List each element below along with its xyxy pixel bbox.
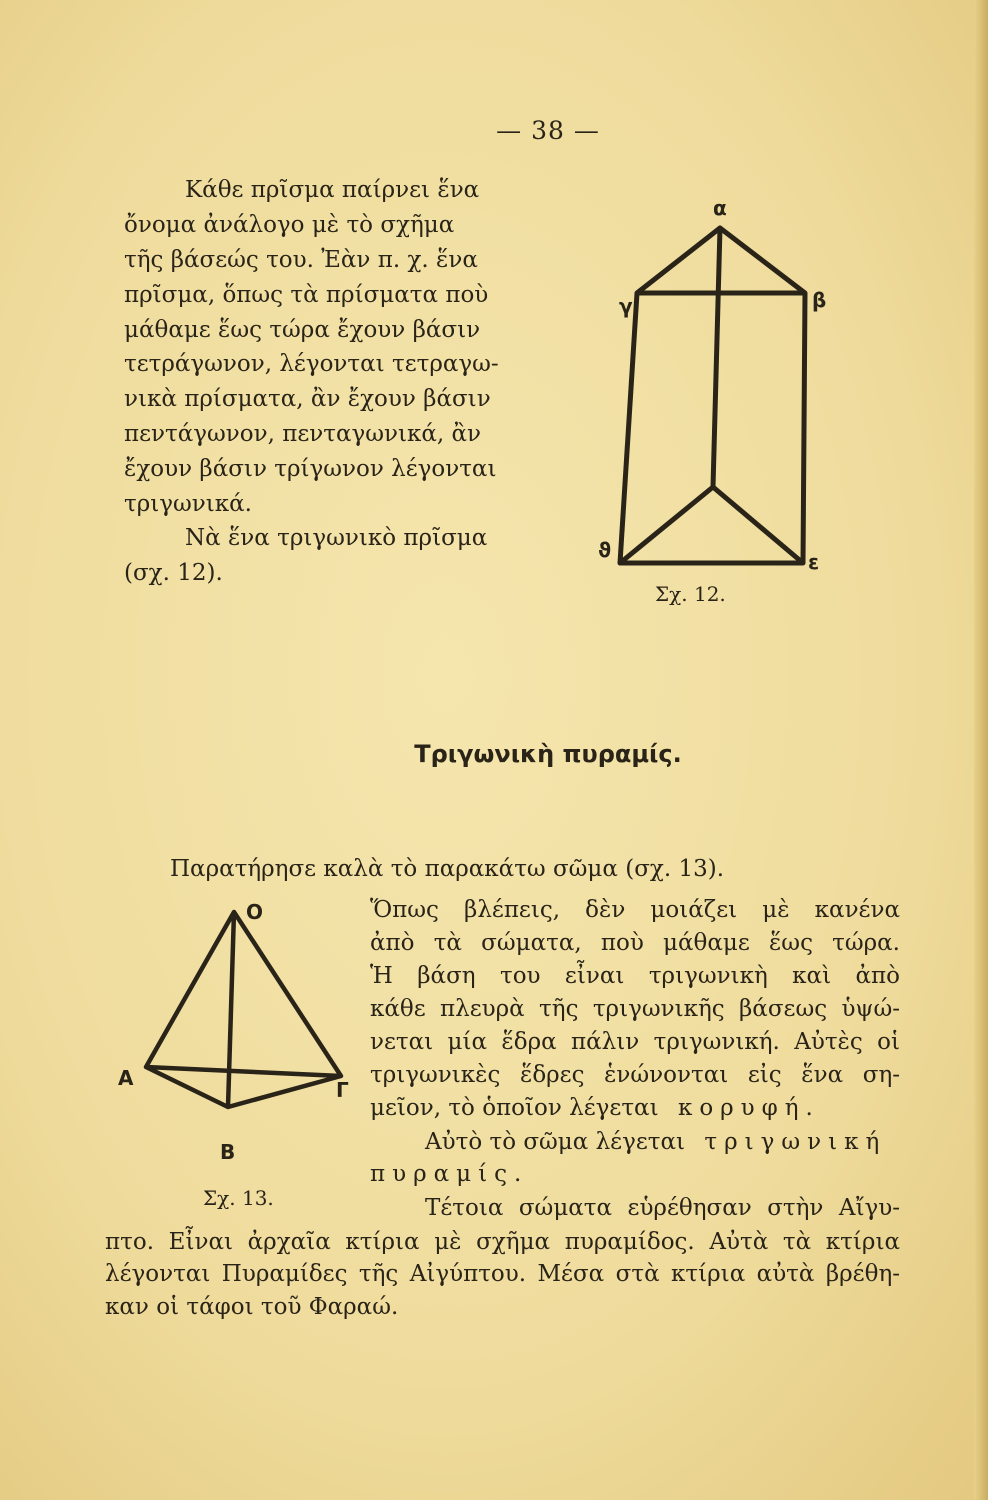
term-triangular: τριγωνική: [704, 1129, 887, 1155]
paragraph-line: ἀπὸ τὰ σώματα, ποὺ μάθαμε ἕως τώρα.: [370, 930, 900, 956]
paragraph-line: τριγωνικά.: [124, 491, 252, 517]
prism-edge-front-left: [620, 293, 637, 563]
paragraph-line: τετράγωνον, λέγονται τετραγω-: [124, 351, 499, 377]
paragraph-line: Τέτοια σώματα εὑρέθησαν στὴν Αἴγυ-: [425, 1195, 900, 1221]
paragraph-line: πτο. Εἶναι ἀρχαῖα κτίρια μὲ σχῆμα πυραμίδος. Αὐτὰ τὰ κτίρια: [105, 1229, 900, 1255]
figure-13-caption: Σχ. 13.: [203, 1186, 274, 1210]
paragraph-line: Νὰ ἕνα τριγωνικὸ πρῖσμα: [185, 525, 488, 551]
figure-13-triangular-pyramid: [110, 890, 370, 1150]
paragraph-line: Ὅπως βλέπεις, δὲν μοιάζει μὲ κανένα: [370, 897, 900, 923]
paragraph-line: νικὰ πρίσματα, ἂν ἔχουν βάσιν: [124, 386, 491, 412]
vertex-label-b: β: [812, 288, 827, 312]
prism-bottom-face: [620, 487, 803, 563]
prism-edge-front-right: [803, 293, 805, 563]
vertex-label-O: O: [246, 900, 264, 924]
paragraph-line: πρῖσμα, ὅπως τὰ πρίσματα ποὺ: [124, 282, 489, 308]
paragraph-line-text: Αὐτὸ τὸ σῶμα λέγεται: [425, 1129, 686, 1155]
prism-edge-back: [713, 228, 720, 487]
vertex-label-A: A: [118, 1066, 134, 1090]
paragraph-line: τριγωνικὲς ἕδρες ἑνώνονται εἰς ἕνα ση-: [370, 1062, 900, 1088]
paragraph-line: ἔχουν βάσιν τρίγωνον λέγονται: [124, 456, 497, 482]
paragraph-line: καν οἱ τάφοι τοῦ Φαραώ.: [105, 1294, 399, 1320]
vertex-label-th: ϑ: [598, 538, 612, 562]
paragraph-line: λέγονται Πυραμίδες τῆς Αἰγύπτου. Μέσα στὰ κτίρια αὐτὰ βρέθη-: [105, 1261, 900, 1287]
section-heading: Τριγωνικὴ πυραμίς.: [414, 740, 682, 768]
vertex-label-a: α: [713, 196, 727, 220]
vertex-label-g: γ: [619, 294, 633, 318]
vertex-label-B: B: [220, 1140, 236, 1164]
page-number: — 38 —: [496, 116, 600, 145]
paragraph-line: [425, 1131, 886, 1154]
pyramid-edge-O-B: [228, 912, 234, 1107]
paragraph-line: τῆς βάσεώς του. Ἐὰν π. χ. ἕνα: [124, 247, 478, 273]
figure-12-caption: Σχ. 12.: [655, 582, 726, 606]
term-pyramid: πυραμίς.: [370, 1161, 529, 1187]
paragraph-line: πεντάγωνον, πενταγωνικά, ἂν: [124, 421, 482, 447]
paragraph-line: μάθαμε ἕως τώρα ἔχουν βάσιν: [124, 317, 481, 343]
term-apex: κορυφή.: [677, 1095, 820, 1121]
paragraph-line: Ἡ βάση του εἶναι τριγωνικὴ καὶ ἀπὸ: [370, 963, 900, 989]
figure-12-triangular-prism: [580, 195, 830, 595]
pyramid-outline: [146, 912, 341, 1107]
vertex-label-G: Γ: [336, 1078, 349, 1102]
paragraph-line: κάθε πλευρὰ τῆς τριγωνικῆς βάσεως ὑψώ-: [370, 996, 900, 1022]
paragraph-line: [370, 1097, 820, 1120]
page-edge: [974, 0, 988, 1500]
paragraph-line: νεται μία ἕδρα πάλιν τριγωνική. Αὐτὲς οἱ: [370, 1029, 900, 1055]
paragraph-line-text: μεῖον, τὸ ὁποῖον λέγεται: [370, 1095, 659, 1121]
paragraph-line: ὄνομα ἀνάλογο μὲ τὸ σχῆμα: [124, 212, 455, 238]
paragraph-line: Παρατήρησε καλὰ τὸ παρακάτω σῶμα (σχ. 13).: [170, 856, 725, 882]
pyramid-edge-A-G: [146, 1067, 341, 1076]
paragraph-line: Κάθε πρῖσμα παίρνει ἕνα: [185, 177, 480, 203]
paragraph-line: (σχ. 12).: [124, 560, 223, 586]
vertex-label-e: ε: [808, 550, 820, 574]
